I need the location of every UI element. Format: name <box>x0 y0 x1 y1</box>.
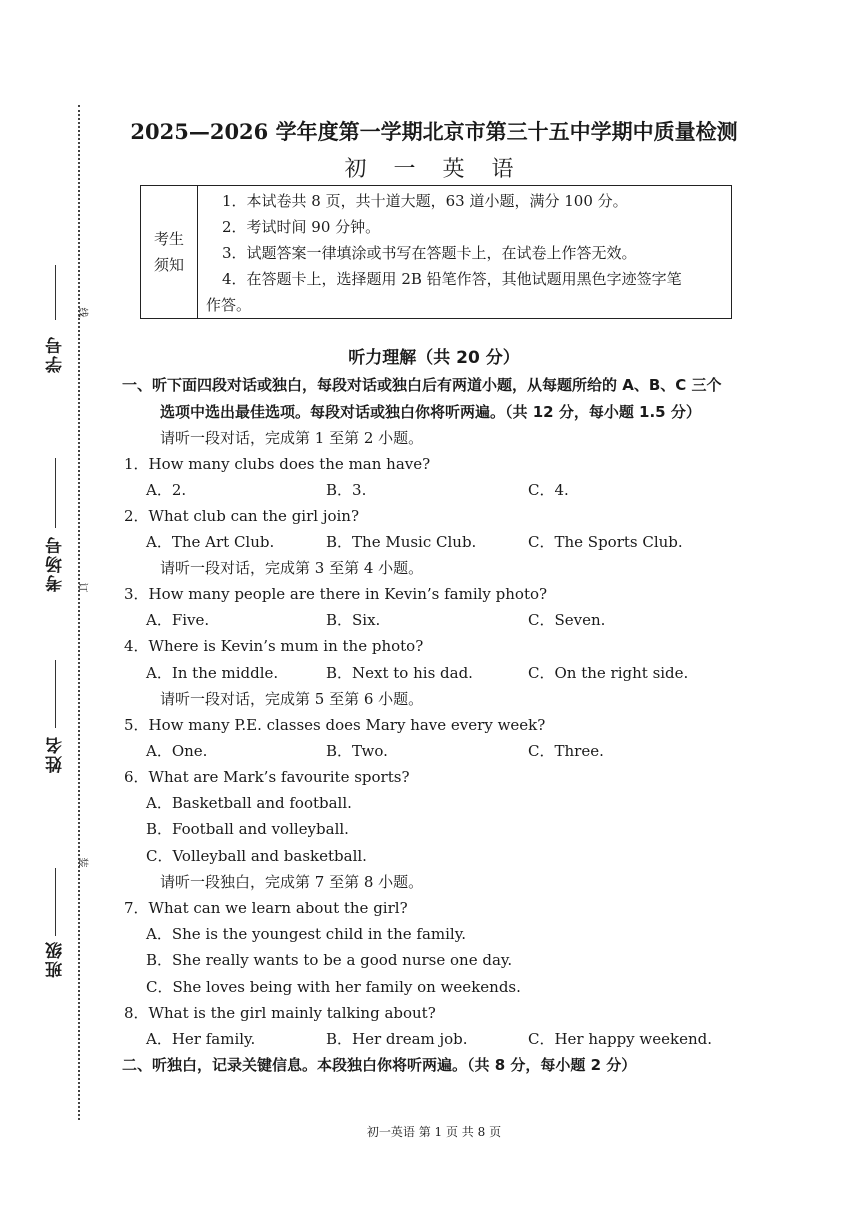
notice-rule: 作答。 <box>206 296 252 314</box>
notice-heading-line2: 须知 <box>153 256 184 274</box>
option-a: A．Basketball and football. <box>146 794 352 812</box>
option-c: C．Three. <box>528 742 604 760</box>
notice-rule: 1．本试卷共 8 页，共十道大题，63 道小题，满分 100 分。 <box>222 192 628 210</box>
subject-title: 初 一 英 语 <box>344 157 524 182</box>
question-stem: 4．Where is Kevin’s mum in the photo? <box>124 637 424 655</box>
notice-rules <box>198 186 690 318</box>
question-stem: 7．What can we learn about the girl? <box>124 899 408 917</box>
notice-rule: 3．试题答案一律填涂或书写在答题卡上，在试卷上作答无效。 <box>222 244 637 262</box>
option-a: A．Her family. <box>146 1030 256 1048</box>
question-stem: 6．What are Mark’s favourite sports? <box>124 768 410 786</box>
option-c: C．She loves being with her family on weekends. <box>146 978 521 996</box>
option-c: C．The Sports Club. <box>528 533 683 551</box>
option-c: C．Seven. <box>528 611 606 629</box>
question-stem: 3．How many people are there in Kevin’s family photo? <box>124 585 548 603</box>
dialogue-prompt: 请听一段对话，完成第 3 至第 4 小题。 <box>160 559 424 577</box>
question-stem: 8．What is the girl mainly talking about? <box>124 1004 436 1022</box>
cut-mark-fold: 装 <box>76 857 88 868</box>
option-c: C．4. <box>528 481 569 499</box>
part2-instruction: 二、听独白，记录关键信息。本段独白你将听两遍。（共 8 分，每小题 2 分） <box>122 1056 637 1074</box>
dialogue-prompt: 请听一段对话，完成第 1 至第 2 小题。 <box>160 429 424 447</box>
cut-mark-line: 线 <box>76 307 88 318</box>
option-b: B．She really wants to be a good nurse one day. <box>146 951 513 969</box>
option-b: B．Football and volleyball. <box>146 820 349 838</box>
page-footer: 初一英语 第 1 页 共 8 页 <box>366 1125 502 1139</box>
option-c: C．On the right side. <box>528 664 689 682</box>
option-a: A．2. <box>146 481 187 499</box>
exam-room-label: 考场号 <box>46 535 66 592</box>
monologue-prompt: 请听一段独白，完成第 7 至第 8 小题。 <box>160 873 424 891</box>
notice-rule: 2．考试时间 90 分钟。 <box>222 218 381 236</box>
class-label: 班级 <box>46 940 66 978</box>
option-a: A．One. <box>146 742 208 760</box>
option-b: B．3. <box>326 481 367 499</box>
question-stem: 1．How many clubs does the man have? <box>124 455 431 473</box>
option-b: B．Next to his dad. <box>326 664 473 682</box>
exam-room-blank <box>55 458 56 528</box>
name-blank <box>55 660 56 728</box>
option-c: C．Volleyball and basketball. <box>146 847 367 865</box>
option-b: B．The Music Club. <box>326 533 477 551</box>
cut-mark-bind: 订 <box>76 582 88 593</box>
name-label: 姓名 <box>46 735 66 773</box>
section-title: 听力理解（共 20 分） <box>348 348 520 368</box>
option-c: C．Her happy weekend. <box>528 1030 713 1048</box>
question-stem: 5．How many P.E. classes does Mary have every week? <box>124 716 546 734</box>
student-id-label: 学号 <box>46 335 66 373</box>
candidate-notice-box <box>140 185 732 319</box>
class-blank <box>55 868 56 936</box>
dialogue-prompt: 请听一段对话，完成第 5 至第 6 小题。 <box>160 690 424 708</box>
option-b: B．Her dream job. <box>326 1030 468 1048</box>
option-b: B．Six. <box>326 611 381 629</box>
option-b: B．Two. <box>326 742 388 760</box>
student-id-blank <box>55 265 56 320</box>
notice-heading <box>141 186 198 318</box>
notice-heading-line1: 考生 <box>153 230 184 248</box>
option-a: A．She is the youngest child in the family. <box>146 925 466 943</box>
option-a: A．In the middle. <box>146 664 279 682</box>
notice-rule: 4．在答题卡上，选择题用 2B 铅笔作答，其他试题用黑色字迹签字笔 <box>222 270 682 288</box>
exam-title: 2025—2026 学年度第一学期北京市第三十五中学期中质量检测 <box>130 119 738 144</box>
option-a: A．Five. <box>146 611 210 629</box>
question-stem: 2．What club can the girl join? <box>124 507 360 525</box>
binding-dotted-line <box>78 105 80 1120</box>
option-a: A．The Art Club. <box>146 533 275 551</box>
part1-instruction-line2: 选项中选出最佳选项。每段对话或独白你将听两遍。（共 12 分，每小题 1.5 分） <box>160 403 701 421</box>
part1-instruction-line1: 一、听下面四段对话或独白，每段对话或独白后有两道小题，从每题所给的 A、B、C 三个 <box>122 376 722 394</box>
